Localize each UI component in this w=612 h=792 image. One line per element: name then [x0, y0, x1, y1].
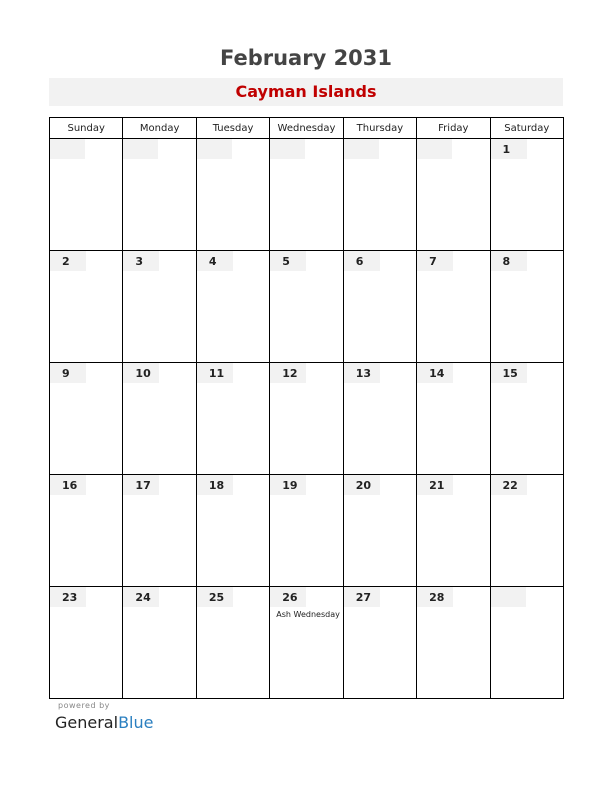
week-row — [50, 363, 564, 475]
day-number: 27 — [344, 587, 380, 607]
day-cell — [343, 363, 416, 475]
day-number: 10 — [123, 363, 159, 383]
weekday-saturday: Saturday — [490, 118, 563, 139]
calendar-grid — [49, 117, 564, 699]
day-cell — [123, 587, 196, 699]
weekday-wednesday: Wednesday — [270, 118, 343, 139]
day-cell — [270, 139, 343, 251]
day-cell — [123, 251, 196, 363]
day-number: 24 — [123, 587, 159, 607]
day-cell — [50, 139, 123, 251]
weekday-monday: Monday — [123, 118, 196, 139]
day-number: 3 — [123, 251, 159, 271]
day-cell — [417, 139, 490, 251]
day-number: 18 — [197, 475, 233, 495]
day-number — [344, 139, 379, 159]
day-number — [197, 139, 232, 159]
day-cell — [490, 587, 563, 699]
day-cell — [490, 251, 563, 363]
day-cell — [270, 251, 343, 363]
country-banner — [49, 78, 563, 106]
page-title: February 2031 — [219, 46, 393, 70]
day-cell — [417, 363, 490, 475]
holiday-label: Ash Wednesday — [276, 610, 340, 619]
day-cell — [196, 475, 269, 587]
day-cell — [123, 139, 196, 251]
weekday-sunday: Sunday — [50, 118, 123, 139]
day-cell — [417, 475, 490, 587]
day-number — [123, 139, 158, 159]
day-cell — [50, 475, 123, 587]
day-cell — [417, 587, 490, 699]
day-number: 25 — [197, 587, 233, 607]
day-cell — [123, 363, 196, 475]
day-number: 20 — [344, 475, 380, 495]
day-number: 12 — [270, 363, 306, 383]
day-number: 1 — [491, 139, 527, 159]
day-number — [50, 139, 85, 159]
day-number: 4 — [197, 251, 233, 271]
week-row — [50, 139, 564, 251]
day-cell — [196, 363, 269, 475]
day-number: 28 — [417, 587, 453, 607]
day-number: 17 — [123, 475, 159, 495]
week-row — [50, 251, 564, 363]
day-cell — [490, 139, 563, 251]
day-number: 19 — [270, 475, 306, 495]
day-cell — [490, 475, 563, 587]
day-number: 21 — [417, 475, 453, 495]
day-number: 23 — [50, 587, 86, 607]
day-cell — [343, 587, 416, 699]
day-number: 22 — [491, 475, 527, 495]
day-cell — [50, 587, 123, 699]
day-number: 2 — [50, 251, 86, 271]
day-cell — [343, 139, 416, 251]
day-cell — [123, 475, 196, 587]
day-cell — [270, 363, 343, 475]
generalblue-logo — [55, 713, 153, 732]
day-number: 5 — [270, 251, 306, 271]
powered-by-label: powered by — [58, 701, 110, 710]
day-cell — [196, 251, 269, 363]
day-number: 16 — [50, 475, 86, 495]
day-cell — [343, 475, 416, 587]
day-number — [417, 139, 452, 159]
day-number: 11 — [197, 363, 233, 383]
brand-blue: Blue — [118, 713, 154, 732]
day-cell — [270, 587, 343, 699]
week-row — [50, 475, 564, 587]
day-cell — [50, 363, 123, 475]
day-number: 7 — [417, 251, 453, 271]
day-number: 6 — [344, 251, 380, 271]
weekday-tuesday: Tuesday — [196, 118, 269, 139]
day-number: 8 — [491, 251, 527, 271]
day-cell — [196, 587, 269, 699]
week-row — [50, 587, 564, 699]
weekday-header-row — [50, 118, 564, 139]
day-cell — [343, 251, 416, 363]
day-cell — [490, 363, 563, 475]
day-cell — [417, 251, 490, 363]
day-cell — [270, 475, 343, 587]
weekday-friday: Friday — [417, 118, 490, 139]
weekday-thursday: Thursday — [343, 118, 416, 139]
day-number: 26 — [270, 587, 306, 607]
country-name: Cayman Islands — [235, 82, 377, 101]
day-cell — [50, 251, 123, 363]
day-number: 15 — [491, 363, 527, 383]
day-number — [270, 139, 305, 159]
day-number: 13 — [344, 363, 380, 383]
day-number: 9 — [50, 363, 86, 383]
day-number — [491, 587, 526, 607]
brand-general: General — [55, 713, 119, 732]
day-number: 14 — [417, 363, 453, 383]
day-cell — [196, 139, 269, 251]
